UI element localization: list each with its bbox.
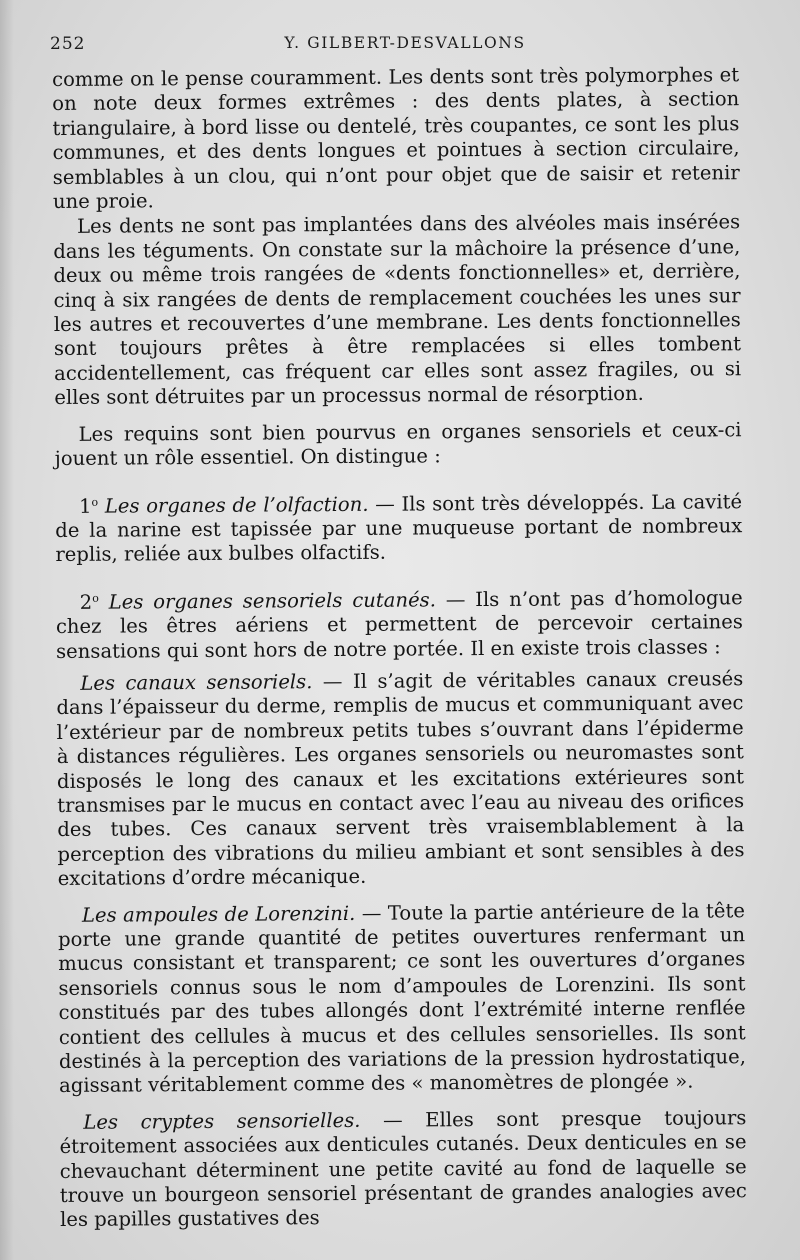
page-header (50, 28, 760, 58)
item-number: 1 (78, 494, 92, 518)
section-title-cutaneous: Les organes sensoriels cutanés. (108, 588, 437, 614)
lorenzini-text: — Toute la partie antérieure de la tête porte une grande quantité de petites ouvertures renfermant un mucus consistant et transparent; ce sont les ouvertures d’organes sensoriels connus sous le nom d’ampoules de Lorenzini. Ils sont constitués par des tubes allongés dont l’extrémité interne renflée contient des cellules à mucus et des cellules sensorielles. Ils sont destinés à la perception des variations de la pression hydrostatique, agissant véritablement comme des « manomètres de plongée ». (58, 898, 746, 1098)
body-text (52, 63, 747, 1233)
page-spine-shadow (0, 0, 14, 1260)
section-title-olfaction: Les organes de l’olfaction. (104, 492, 369, 518)
paragraph-sensory-organs-intro: Les requins sont bien pourvus en organes sensoriels et ceux-ci jouent un rôle essentiel. On distingue : (54, 417, 742, 471)
paragraph-teeth-forms: comme on le pense couramment. Les dents sont très polymorphes et on note deux formes extrêmes : des dents plates, à section triangulaire, à bord lisse ou dentelé, très coupantes, ce sont les plus communes, et des dents longues et pointues à section circulaire, semblables à un clou, qui n’ont pour objet que de saisir et retenir une proie. (52, 63, 740, 214)
cutaneous-text: — Ils n’ont pas d’homologue chez les êtres aériens et permettent de percevoir certaines sensations qui sont hors de notre portée. Il en existe trois classes : (55, 585, 743, 663)
olfaction-text: — Ils sont très développés. La cavité de la narine est tapissée par une muqueuse portant de nombreux replis, reliée aux bulbes olfactifs. (55, 489, 743, 567)
paragraph-cutaneous-organs (56, 586, 743, 664)
paragraph-olfaction (55, 490, 742, 568)
paragraph-lorenzini (58, 899, 746, 1099)
section-title-canals: Les canaux sensoriels. (80, 670, 313, 695)
paragraph-sensory-crypts (59, 1106, 747, 1233)
canals-text: — Il s’agit de véritables canaux creusés dans l’épaisseur du derme, remplis de mucus et communiquant avec l’extérieur par de nombreux petits tubes s’ouvrant dans l’épiderme à distances régulières. Les organes sensoriels ou neuromastes sont disposés le long des canaux et les excitations extérieures sont transmises par le mucus en contact avec l’eau au niveau des orifices des tubes. Ces canaux servent très vraisemblablement à la perception des vibrations du milieu ambiant et sont sensibles à des excitations d’ordre mécanique. (56, 667, 745, 891)
running-head: Y. GILBERT-DESVALLONS (284, 34, 526, 52)
section-title-crypts: Les cryptes sensorielles. (83, 1108, 361, 1134)
ordinal-marker: o (92, 591, 99, 605)
ordinal-marker: o (91, 495, 99, 509)
paragraph-sensory-canals (56, 667, 745, 891)
page-number: 252 (50, 34, 86, 54)
section-title-lorenzini: Les ampoules de Lorenzini. (81, 901, 356, 927)
crypts-text: — Elles sont presque toujours étroitement associées aux denticules cutanés. Deux denticules en se chevauchant déterminent une petite cavité au fond de laquelle se trouve un bourgeon sensoriel présentant de grandes analogies avec les papilles gustatives des (59, 1106, 747, 1232)
paragraph-teeth-implantation: Les dents ne sont pas implantées dans des alvéoles mais insérées dans les téguments. On constate sur la mâchoire la présence d’une, deux ou même trois rangées de «dents fonctionnelles» et, derrière, cinq à six rangées de dents de remplacement couchées les unes sur les autres et recouvertes d’une membrane. Les dents fonctionnelles sont toujours prêtes à être remplacées si elles tombent accidentellement, cas fréquent car elles sont assez fragiles, ou si elles sont détruites par un processus normal de résorption. (53, 210, 742, 410)
item-number: 2 (79, 590, 93, 614)
